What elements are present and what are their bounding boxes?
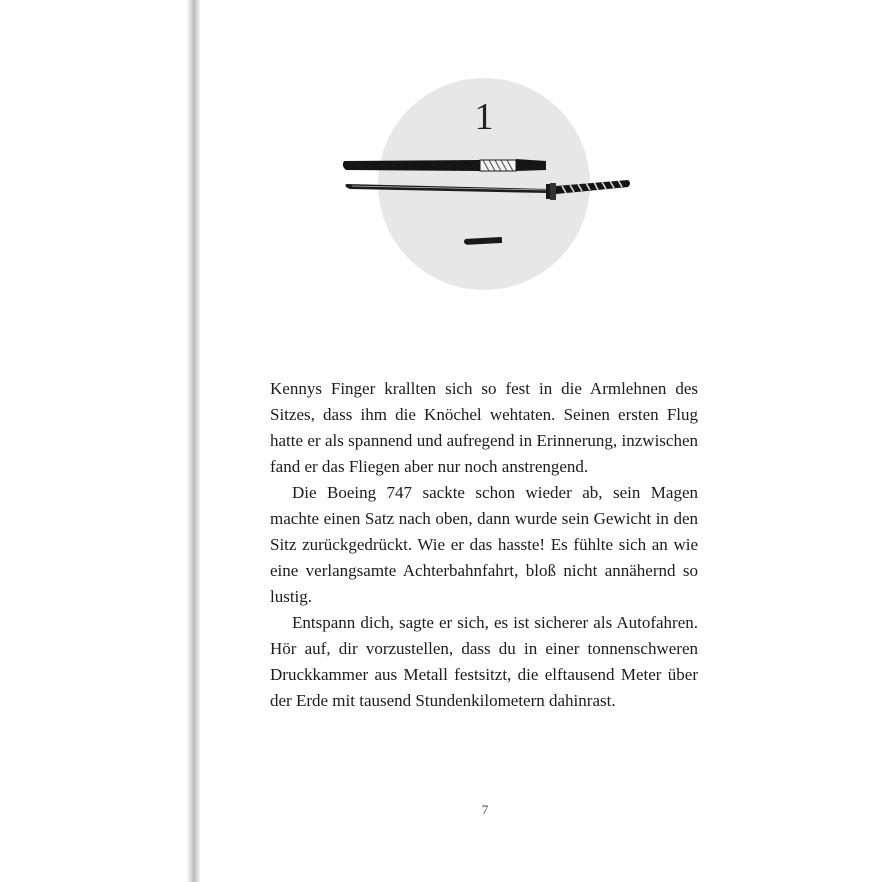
paragraph-1: Kennys Finger krallten sich so fest in die Armlehnen des Sitzes, dass ihm die Knöchel wehtaten. Seinen ersten Flug hatte er als spannend und aufregend in Erinnerung, inzwischen fand er das Fliegen aber nur noch anstrengend. xyxy=(270,379,698,476)
paragraph-2: Die Boeing 747 sackte schon wieder ab, sein Magen machte einen Satz nach oben, dann wurde sein Gewicht in den Sitz zurückgedrückt. Wie er das hasste! Es fühlte sich an wie eine verlangsamte Achterbahnfahrt, bloß nicht annähernd so lustig. xyxy=(270,483,698,606)
body-text xyxy=(270,376,698,714)
katana-icon xyxy=(330,70,650,300)
chapter-number: 1 xyxy=(474,96,494,138)
chapter-heading xyxy=(330,70,650,300)
page-number: 7 xyxy=(481,802,489,817)
book-spine-shadow xyxy=(186,0,200,882)
paragraph-3: Entspann dich, sagte er sich, es ist sicherer als Autofahren. Hör auf, dir vorzustellen, dass du in einer tonnenschweren Druckkammer aus Metall festsitzt, die elftausend Meter über der Erde mit tausend Stundenkilometern dahinrast. xyxy=(270,613,698,710)
